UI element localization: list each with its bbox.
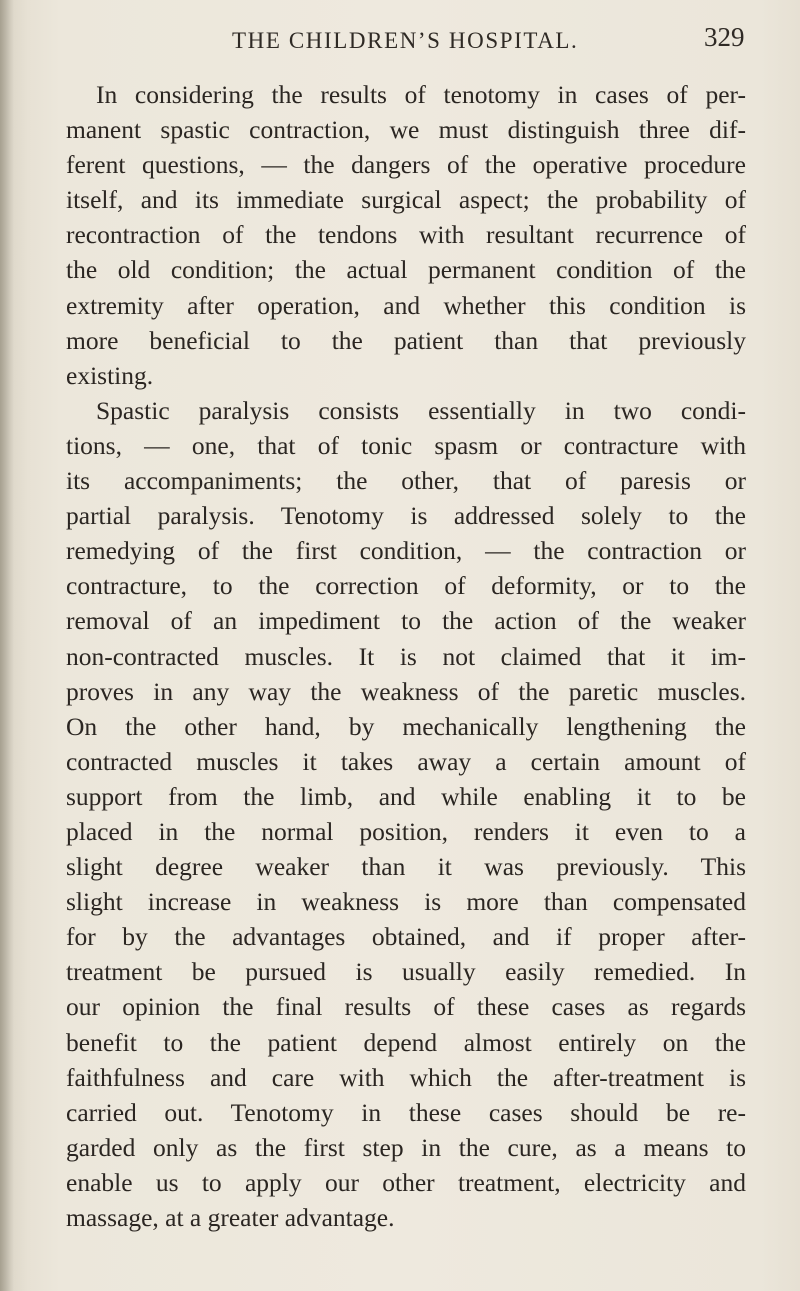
- text-line: existing.: [66, 360, 154, 390]
- text-line: contracted muscles it takes away a certain amount of: [66, 746, 746, 776]
- page-number: 329: [704, 22, 745, 52]
- text-line: enable us to apply our other treatment, electricity and: [66, 1167, 746, 1197]
- text-line: recontraction of the tendons with resultant recurrence of: [66, 220, 746, 250]
- text-line: ferent questions, — the dangers of the operative procedure: [66, 150, 746, 180]
- text-line: faithfulness and care with which the after-treatment is: [66, 1062, 746, 1092]
- text-line: its accompaniments; the other, that of paresis or: [66, 466, 746, 496]
- text-line: manent spastic contraction, we must distinguish three dif-: [66, 115, 746, 145]
- text-line: remedying of the first condition, — the contraction or: [66, 536, 746, 566]
- text-line: support from the limb, and while enabling it to be: [66, 781, 746, 811]
- text-line: massage, at a greater advantage.: [66, 1203, 395, 1232]
- running-title: THE CHILDREN’S HOSPITAL.: [232, 28, 579, 53]
- text-line: slight increase in weakness is more than compensated: [66, 887, 746, 917]
- text-line: On the other hand, by mechanically lengthening the: [66, 711, 746, 741]
- text-line: contracture, to the correction of deformity, or to the: [66, 571, 746, 601]
- text-line: carried out. Tenotomy in these cases should be re-: [66, 1097, 746, 1127]
- text-line: more beneficial to the patient than that previously: [66, 325, 746, 355]
- text-line: garded only as the first step in the cure, as a means to: [66, 1132, 746, 1162]
- text-line: itself, and its immediate surgical aspect; the probability of: [66, 185, 746, 215]
- text-line: partial paralysis. Tenotomy is addressed solely to the: [66, 501, 746, 531]
- text-line: Spastic paralysis consists essentially in two condi-: [96, 395, 746, 425]
- text-line: our opinion the final results of these cases as regards: [66, 992, 746, 1022]
- body-text: [66, 77, 746, 1235]
- text-line: proves in any way the weakness of the paretic muscles.: [66, 676, 746, 706]
- text-line: the old condition; the actual permanent condition of the: [66, 255, 746, 285]
- text-line: treatment be pursued is usually easily remedied. In: [66, 957, 746, 987]
- text-line: non-contracted muscles. It is not claimed that it im-: [66, 641, 746, 671]
- text-line: slight degree weaker than it was previously. This: [66, 852, 746, 882]
- binding-gutter-shadow: [0, 0, 14, 1291]
- text-line: In considering the results of tenotomy in cases of per-: [96, 80, 746, 109]
- text-line: benefit to the patient depend almost entirely on the: [66, 1027, 746, 1057]
- text-line: placed in the normal position, renders it even to a: [66, 816, 746, 846]
- text-line: extremity after operation, and whether this condition is: [66, 290, 746, 320]
- text-line: for by the advantages obtained, and if proper after-: [66, 922, 746, 952]
- text-line: removal of an impediment to the action of the weaker: [66, 606, 746, 636]
- text-line: tions, — one, that of tonic spasm or contracture with: [66, 430, 746, 460]
